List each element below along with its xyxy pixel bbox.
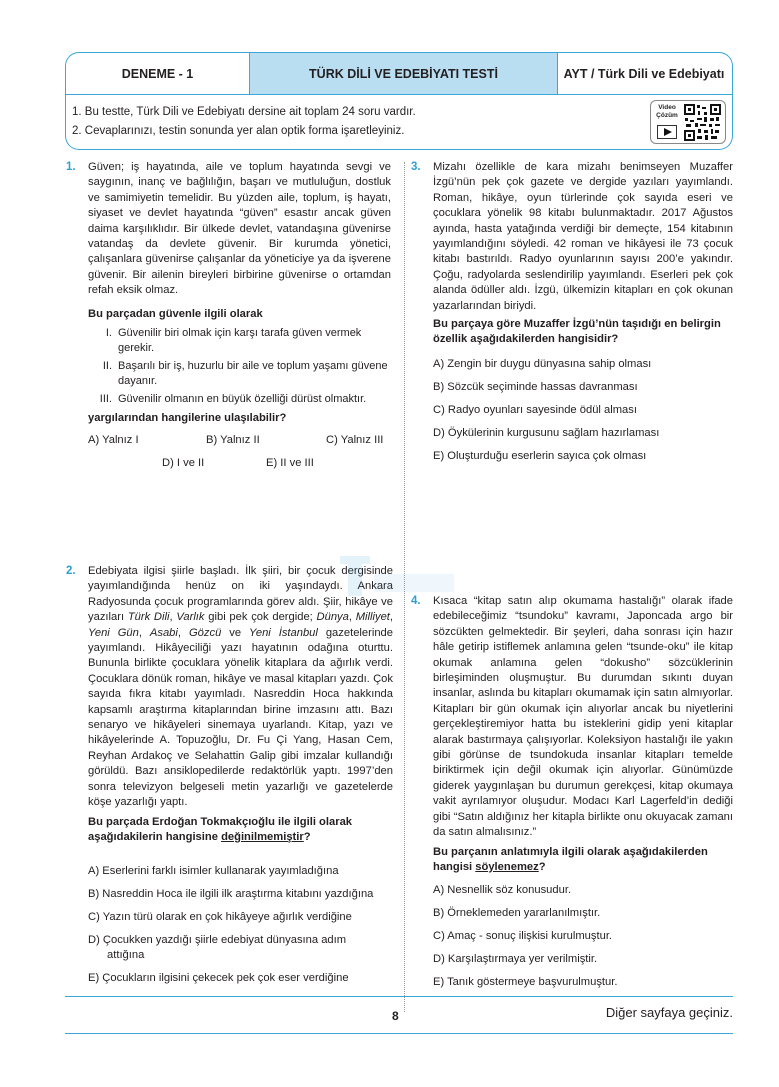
instruction-2: 2. Cevaplarınızı, testin sonunda yer alan optik forma işaretleyiniz. [72, 125, 405, 137]
video-label-line2: Çözüm [656, 112, 678, 119]
text-part: , [169, 611, 173, 624]
item-numeral: I. [105, 327, 112, 340]
newspaper-title: Yeni Gün [88, 626, 139, 639]
option-a[interactable]: A) Zengin bir duygu dünyasına sahip olması [433, 358, 652, 370]
question-4 [433, 594, 733, 875]
next-page-note: Diğer sayfaya geçiniz. [605, 1005, 733, 1020]
option-a[interactable]: A) Eserlerini farklı isimler kullanarak yayımladığına [88, 865, 339, 877]
question-2-text: Edebiyata ilgisi şiirle başladı. İlk şiiri, bir çocuk dergisinde yayımlandığında henüz on iki yaşındaydı. Ankara Radyosunda çocuk programlarında görev aldı. Şiir, hikâye ve yazıları Türk Dili, Varlık gibi pek çok dergide; Dünya, Milliyet, Yeni Gün, Asabi, Gözcü ve Yeni İstanbul gazetelerinde yayımlandı. Hikâyeciliği yazı hayatının odağına oturttu. Bununla birlikte çocuklara yönelik kitaplara da ağırlık verdi. Çocuklara dönük roman, hikâye ve masal kitapları yazdı. Çok sayıda fıkra kitabı yayımladı. Nasreddin Hoca hakkında kapsamlı araştırma kitaplarından birine imzasını attı. Bazı senaryo ve hikâyeleri sinemaya uyarlandı. Kitap, yazı ve hikâyelerinde A. Topuzoğlu, Dr. Fu Çi Yang, Hasan Cem, Reyhan Ardakoç ve Selahattin Galip gibi imzalar kullandığı görüldü. Bazı ansiklopedilerde redaktörlük yaptı. 1997’den sonra televizyon belgeseli metin yazarlığı ve gazetelerde köşe yazarlığı yaptı. [88, 565, 394, 809]
newspaper-title: Milliyet [355, 611, 390, 624]
option-b[interactable]: B) Örneklemeden yararlanılmıştır. [433, 907, 601, 919]
option-b[interactable]: B) Sözcük seçiminde hassas davranması [433, 381, 638, 393]
option-d[interactable]: D) I ve II [162, 457, 205, 469]
page-number: 8 [392, 1009, 399, 1023]
test-title: TÜRK DİLİ VE EDEBİYATI TESTİ [249, 53, 558, 94]
stem-underlined: söylenemez [475, 860, 539, 873]
question-3-text: Mizahı özellikle de kara mizahı benimseyen Muzaffer İzgü’nün pek çok gazete ve dergide yazıları yayımlandı. Roman, hikâye, oyun türlerinde çok sayıda eseri ve çocuklara yönelik 98 kitabı bulunmaktadır. 2017 Ağustos ayında, hasta yatağında verdiği bir demeçte, 154 kitabının yayımlandığını söyledi. 42 roman ve hikâyesi ile 73 çocuk kitabı bastırıldı. Radyo oyunlarının sayısı 200’e yakındır. Çoğu, radyolarda seslendirilip yayımlandı. Eserleri pek çok alanda ödüller aldı. İzgü, ülkemizin kitapları en çok okunan yazarlarından biriydi. [433, 161, 733, 312]
question-1 [88, 160, 391, 426]
subject-name: AYT / Türk Dili ve Edebiyatı [563, 66, 725, 81]
video-label [654, 104, 680, 120]
question-3 [433, 160, 733, 348]
header-bar [65, 52, 733, 95]
option-e[interactable]: E) II ve III [266, 457, 314, 469]
text-part: ve [229, 626, 242, 639]
question-1-item-3 [88, 392, 391, 407]
item-numeral: II. [102, 360, 112, 373]
stem-text: Bu parçanın anlatımıyla ilgili olarak aşağıdakilerden hangisi [433, 845, 708, 873]
option-d[interactable]: D) Öykülerinin kurgusunu sağlam hazırlaması [433, 427, 660, 439]
option-b[interactable]: B) Yalnız II [206, 434, 260, 446]
question-1-options [88, 434, 393, 474]
newspaper-title: Yeni İstanbul [249, 626, 318, 639]
question-2-number: 2. [66, 565, 76, 577]
instruction-1: 1. Bu testte, Türk Dili ve Edebiyatı dersine ait toplam 24 soru vardır. [72, 106, 416, 118]
option-e[interactable]: E) Tanık göstermeye başvurulmuştur. [433, 976, 618, 988]
option-c[interactable]: C) Amaç - sonuç ilişkisi kurulmuştur. [433, 930, 613, 942]
option-e[interactable]: E) Oluşturduğu eserlerin sayıca çok olması [433, 450, 647, 462]
magazine-title: Türk Dili [127, 611, 170, 624]
stem-underlined: değinilmemiştir [221, 830, 304, 843]
option-e[interactable]: E) Çocukların ilgisini çekecek pek çok eser verdiğine [88, 972, 349, 984]
newspaper-title: Gözcü [188, 626, 222, 639]
play-icon [657, 125, 677, 139]
item-numeral: III. [99, 393, 112, 406]
newspaper-title: Dünya [316, 611, 349, 624]
footer-rule [65, 1033, 733, 1034]
option-c[interactable]: C) Radyo oyunları sayesinde ödül alması [433, 404, 637, 416]
newspaper-title: Asabi [149, 626, 178, 639]
question-3-stem: Bu parçaya göre Muzaffer İzgü’nün taşıdığı en belirgin özellik aşağıdakilerden hangisidir? [433, 318, 721, 346]
stem-end: ? [538, 860, 546, 873]
stem-text: Bu parçada Erdoğan Tokmakçıoğlu ile ilgili olarak aşağıdakilerin hangisine [88, 815, 353, 843]
exam-name: DENEME - 1 [121, 66, 194, 81]
option-a[interactable]: A) Yalnız I [88, 434, 139, 446]
question-1-item-2 [88, 359, 391, 389]
option-d[interactable]: D) Çocukken yazdığı şiirle edebiyat dünyasına adım [88, 934, 347, 946]
option-b[interactable]: B) Nasreddin Hoca ile ilgili ilk araştırma kitabını yazdığına [88, 888, 374, 900]
stem-end: ? [303, 830, 311, 843]
question-4-options [433, 884, 733, 994]
option-a[interactable]: A) Nesnellik söz konusudur. [433, 884, 572, 896]
question-4-stem [433, 845, 733, 876]
question-4-text: Kısaca “kitap satın alıp okumama hastalığı” olarak ifade edebileceğimiz “tsundoku” kavramı, Japoncada argo bir sözcükten gelmektedir. Bir şeyleri, daha sonrası için hazır hâle getirip istiflemek anlamına gelen “tsunde-oku” ile kitap okumak anlamına gelen “dokusho” sözcüklerinin birleşiminden oluşmuştur. Bu durumdan sıkıntı duyan insanlar, aslında bu kitapları okumamak için satın almıyorlar. Kitapları bir gün okumak için alıyorlar ancak bu niyetlerini gerçekleştiremiyor hatta bu isteklerini gidip yeni kitaplar alarak bastırmaya çalışıyorlar. Koleksiyon hastalığı ile yakın gibi görünse de tsundokuda insanlar kitapları temelde biriktirmek için değil okumak için alıyorlar. Günümüzde giderek yaygınlaşan bu durumun gerekçesi, kitap okumaya vakit ayrılamıyor oluşudur. Modacı Karl Lagerfeld’in dediği gibi “Satın aldığınız her kitapla birlikte onu okuyacak zamanı da satın almalısınız.” [433, 595, 733, 839]
question-2-options [88, 865, 393, 995]
item-text: Başarılı bir iş, huzurlu bir aile ve toplum yaşamı güvene dayanır. [118, 360, 388, 388]
question-1-text: Güven; iş hayatında, aile ve toplum hayatında sevgi ve saygının, inanç ve bağlılığın, başarı ve mutluluğun, dostluk ve samimiyetin temelidir. Bu yüzden aile, toplum, iş hayatı, siyaset ve devlet hayatında “güven” esastır ancak güven daima karşılıklıdır. Bir ülkede devlet, vatandaşına güvenirse vatandaş da devlete güvenir. Bir kurumda yönetici, çalışanlara güvenirse çalışanlar da yöneticiye ya da işverene güvenir. Bir ailenin bireyleri birbirine güvenirse o ortamdan refah eksik olmaz. [88, 161, 391, 297]
item-text: Güvenilir biri olmak için karşı tarafa güven vermek gerekir. [118, 327, 362, 355]
option-d[interactable]: D) Karşılaştırmaya yer verilmiştir. [433, 953, 598, 965]
instructions-box [65, 95, 733, 150]
option-c[interactable]: C) Yazın türü olarak en çok hikâyeye ağırlık verdiğine [88, 911, 352, 923]
text-part: Edebiyata ilgisi şiirle başladı. İlk şiiri, bir çocuk dergisinde yayımlandığında henüz on iki yaşındaydı. Ankara Radyosunda çocuk programlarında görev aldı. Şiir, hikâye ve yazıları [88, 565, 393, 624]
question-1-number: 1. [66, 161, 76, 173]
question-1-stem: Bu parçadan güvenle ilgili olarak [88, 307, 263, 320]
option-c[interactable]: C) Yalnız III [326, 434, 384, 446]
question-2-stem [88, 815, 393, 846]
question-3-options [433, 358, 733, 468]
question-1-item-1 [88, 326, 391, 356]
text-part: gibi pek çok dergide; [208, 611, 313, 624]
magazine-title: Varlık [176, 611, 205, 624]
question-3-number: 3. [411, 161, 421, 173]
question-1-stem-end: yargılarından hangilerine ulaşılabilir? [88, 412, 287, 425]
text-part: gazetelerinde yayımlandı. Hikâyeciliği yazı hayatının odağına oturttu. Bununla birlikte çocuklara yönelik kitaplara da ağırlık verdi. Çocuklara dönük roman, hikâye ve masal kitapları yazdı. Çok sayıda fıkra kitabı yayımladı. Nasreddin Hoca hakkında kapsamlı araştırma kitaplarından birine imzasını attı. Bazı senaryo ve hikâyeleri sinemaya uyarlandı. Kitap, yazı ve hikâyelerinde A. Topuzoğlu, Dr. Fu Çi Yang, Hasan Cem, Reyhan Ardakoç ve Selahattin Galip gibi imzalar kullandığı görüldü. Bazı ansiklopedilerde redaktörlük yaptı. 1997’den sonra televizyon belgeseli metin yazarlığı ve gazetelerde köşe yazarlığı yaptı. [88, 626, 394, 809]
video-solution-button[interactable] [650, 100, 726, 144]
video-label-line1: Video [658, 104, 676, 111]
option-d-continued[interactable]: attığına [107, 949, 145, 961]
qr-code-icon [684, 104, 721, 141]
question-4-number: 4. [411, 595, 421, 607]
item-text: Güvenilir olmanın en büyük özelliği dürüst olmaktır. [118, 393, 367, 406]
content-bottom-rule [65, 996, 733, 997]
